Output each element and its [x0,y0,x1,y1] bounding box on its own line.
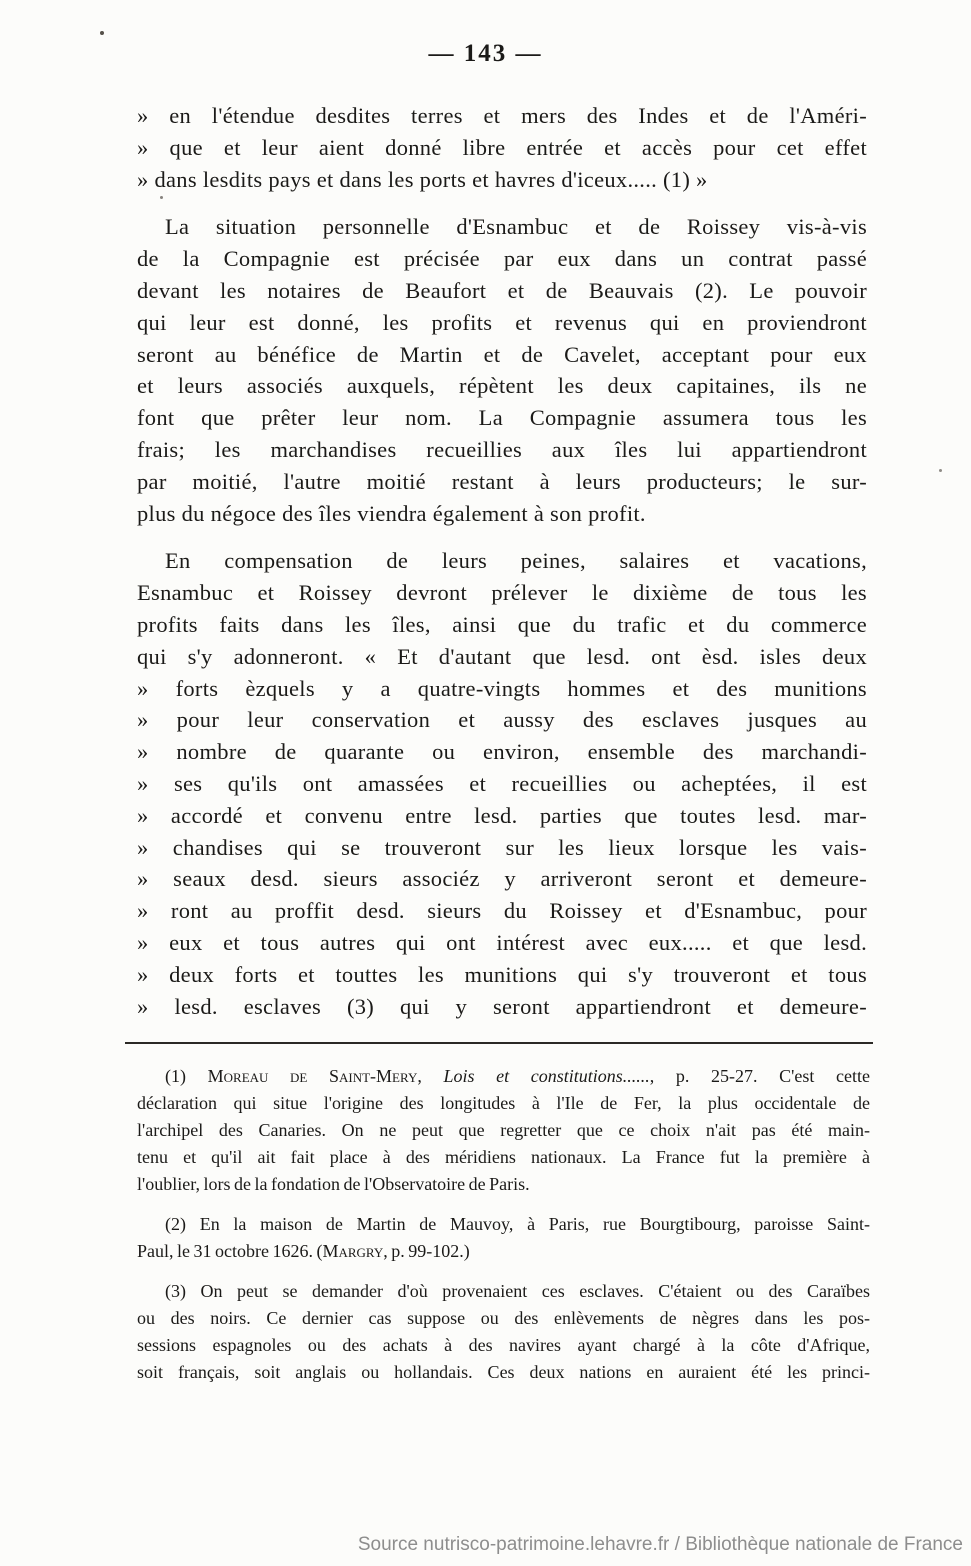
text-line: » ses qu'ils ont amassées et recueillies ou acheptées, il est [137,770,867,796]
text-line: font que prêter leur nom. La Compagnie assumera tous les [137,405,867,431]
text-line: et leurs associés auxquels, répètent les deux capitaines, ils ne [137,373,867,399]
small-caps-name: Margry [322,1241,384,1261]
italic-title: Lois et constitutions...... [443,1066,650,1086]
text-line: » nombre de quarante ou environ, ensemble des marchandi- [137,739,867,765]
text-line: l'oublier, lors de la fondation de l'Observatoire de Paris. [137,1174,530,1194]
text-line: » en l'étendue desdites terres et mers des Indes et de l'Améri- [137,103,867,128]
text-line: profits faits dans les îles, ainsi que du trafic et du commerce [137,611,867,637]
text-line: » eux et tous autres qui ont intérest avec eux..... et que lesd. [137,929,867,955]
text-line: » pour leur conservation et aussy des esclaves jusques au [137,707,867,733]
text-line [137,1238,870,1265]
footnote [137,1211,870,1265]
text-line: qui leur est donné, les profits et revenus qui en proviendront [137,309,867,335]
text-segment: , p. 25-27. C'est cette [649,1066,870,1086]
text-segment: (1) [165,1066,208,1086]
text-line: soit français, soit anglais ou hollandais. Ces deux nations en auraient été les princi- [137,1362,870,1382]
text-line: Esnambuc et Roissey devront prélever le dixième de tous les [137,580,867,606]
text-segment: , [417,1066,444,1086]
text-line: de la Compagnie est précisée par eux dans un contrat passé [137,246,867,272]
scan-speck [100,31,104,35]
text-line: » que et leur aient donné libre entrée et accès pour cet effet [137,134,867,160]
footnote [137,1063,870,1198]
text-line: En compensation de leurs peines, salaires et vacations, [165,548,867,574]
paragraph [137,100,867,195]
text-line: La situation personnelle d'Esnambuc et de Roissey vis-à-vis [165,214,867,240]
text-line: devant les notaires de Beaufort et de Beauvais (2). Le pouvoir [137,277,867,303]
text-line: plus du négoce des îles viendra également à son profit. [137,500,646,526]
text-line: » forts èzquels y a quatre-vingts hommes et des munitions [137,675,867,701]
small-caps-name: Moreau de Saint-Mery [207,1066,418,1086]
text-line: » seaux desd. sieurs associéz y arriveront seront et demeure- [137,866,867,892]
text-line: qui s'y adonneront. « Et d'autant que lesd. ont èsd. isles deux [137,643,867,669]
text-line: » accordé et convenu entre lesd. parties que toutes lesd. mar- [137,802,867,828]
text-line: (2) En la maison de Martin de Mauvoy, à Paris, rue Bourgtibourg, paroisse Saint- [165,1214,870,1234]
text-line: » chandises qui se trouveront sur les lieux lorsque les vais- [137,834,867,860]
text-line [137,1063,870,1090]
text-line: » lesd. esclaves (3) qui y seront appartiendront et demeure- [137,993,867,1019]
footnotes-block [137,1063,870,1386]
source-credit: Source nutrisco-patrimoine.lehavre.fr / Bibliothèque nationale de France [357,1534,963,1555]
text-line: » deux forts et touttes les munitions qui s'y trouveront et tous [137,961,867,987]
text-line: sessions espagnoles ou des achats à des navires ayant chargé à la côte d'Afrique, [137,1335,870,1355]
text-line: par moitié, l'autre moitié restant à leurs producteurs; le sur- [137,468,867,494]
text-line: déclaration qui situe l'origine des longitudes à l'Ile de Fer, la plus occidentale de [137,1093,870,1113]
text-line: seront au bénéfice de Martin et de Cavelet, acceptant pour eux [137,341,867,367]
paragraph [137,211,867,529]
footnote-separator-rule [125,1042,873,1044]
text-line: (3) On peut se demander d'où provenaient ces esclaves. C'étaient ou des Caraïbes [165,1281,870,1301]
main-text-block [137,100,867,1022]
page-number: — 143 — [428,40,543,67]
text-line: l'archipel des Canaries. On ne peut que regretter que ce choix n'ait pas été main- [137,1120,870,1140]
text-line: » dans lesdits pays et dans les ports et havres d'iceux..... (1) » [137,166,708,192]
text-line: frais; les marchandises recueillies aux îles lui appartiendront [137,436,867,462]
text-line: tenu et qu'il ait fait place à des méridiens nationaux. La France fut la première à [137,1147,870,1167]
text-segment: Paul, le 31 octobre 1626. ( [137,1241,323,1261]
scan-speck [939,469,942,472]
paragraph [137,545,867,1022]
text-line: ou des noirs. Ce dernier cas suppose ou des enlèvements de nègres dans les pos- [137,1308,870,1328]
text-line: » ront au proffit desd. sieurs du Roissey et d'Esnambuc, pour [137,898,867,924]
footnote [137,1278,870,1386]
text-segment: , p. 99-102.) [383,1241,470,1261]
